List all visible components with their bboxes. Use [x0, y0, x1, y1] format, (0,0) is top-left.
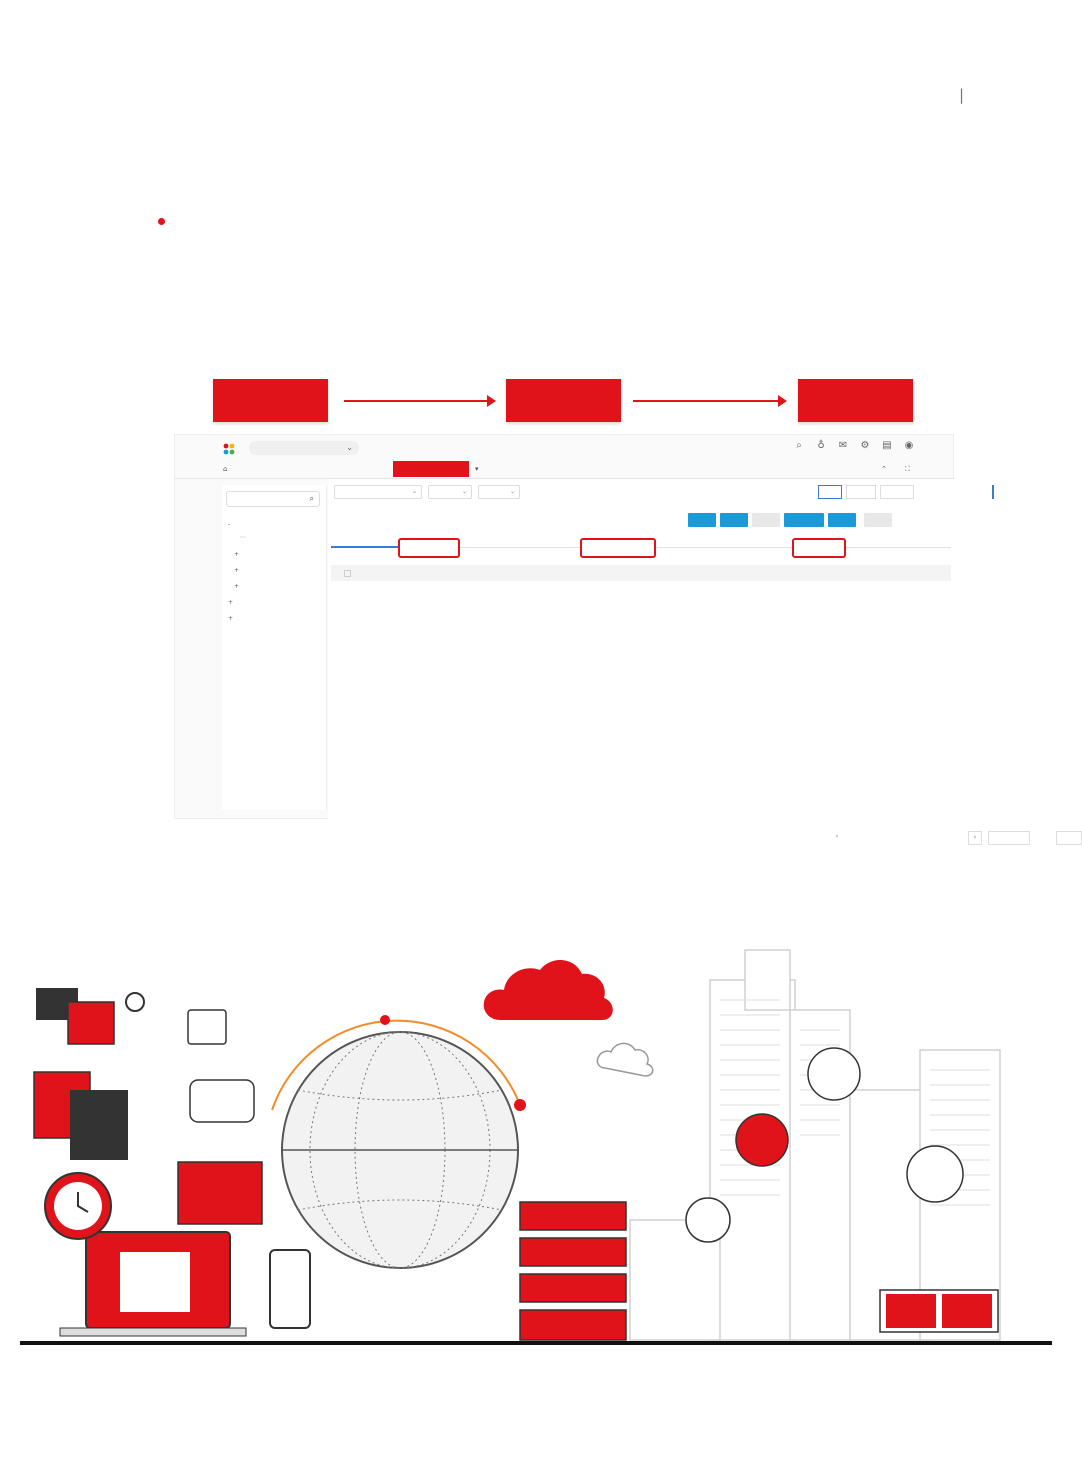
calendar-icon[interactable]: ▤	[882, 440, 892, 451]
page-size-select[interactable]	[988, 831, 1030, 845]
tree-item-other-accounting[interactable]: +	[234, 583, 240, 590]
clock-icon	[45, 1173, 111, 1239]
top-icons	[793, 440, 915, 451]
collapse-icon[interactable]: ⌃	[881, 465, 887, 473]
filter-with-attachment[interactable]	[846, 485, 876, 499]
archive-main	[328, 479, 977, 841]
company-select[interactable]	[249, 441, 359, 455]
prev-page-icon[interactable]: ‹	[835, 833, 839, 840]
delete-button[interactable]	[864, 513, 892, 527]
fintech-illustration	[0, 940, 1080, 1360]
stage-tab-packed[interactable]	[580, 538, 656, 558]
avatar[interactable]: ◉	[904, 440, 914, 451]
fullscreen-icon[interactable]: ⛶	[905, 465, 910, 473]
extract-button[interactable]	[784, 513, 824, 527]
speech-bubble-icon	[808, 1048, 860, 1100]
select-all-checkbox[interactable]	[344, 570, 351, 577]
home-icon[interactable]: ⌂	[223, 465, 228, 473]
flow-arrow-2	[633, 400, 785, 402]
page-jump-input[interactable]	[1056, 831, 1082, 845]
briefcase-icon	[190, 1080, 254, 1122]
chevron-down-icon: ⌄	[509, 488, 515, 495]
app-topbar	[175, 435, 955, 457]
tree-item-reports[interactable]: +	[234, 567, 240, 574]
archive-button[interactable]	[720, 513, 748, 527]
add-button[interactable]	[688, 513, 716, 527]
archive-tree-sidebar	[222, 485, 327, 810]
tree-search-input[interactable]	[226, 491, 320, 507]
flow-arrow-1	[344, 400, 494, 402]
circle-deco	[126, 993, 144, 1011]
tree-item-vouchers[interactable]	[240, 536, 246, 538]
section-title	[158, 213, 177, 233]
cabinet-icon	[880, 1290, 998, 1332]
running-header	[947, 86, 976, 104]
stage-tab-pending[interactable]	[398, 538, 460, 558]
globe-icon	[272, 1015, 526, 1268]
package-button[interactable]	[828, 513, 856, 527]
tree-item-other-archive[interactable]: +	[228, 599, 234, 606]
mail-bubble-icon	[736, 1114, 788, 1166]
cloud-icon	[484, 960, 613, 1020]
chat-bubble-icon	[178, 1162, 262, 1224]
flow-step-archived	[798, 379, 913, 422]
chart-bubble-icon	[907, 1146, 963, 1202]
chevron-down-icon: ⌄	[411, 488, 417, 495]
archive-screenshot	[174, 434, 977, 841]
bullet-icon	[158, 218, 165, 225]
tree-item-ledgers[interactable]: +	[234, 551, 240, 558]
tab-more-icon[interactable]: ▾	[475, 465, 479, 473]
message-icon[interactable]: ✉	[838, 440, 848, 451]
search-icon: ⌕	[309, 494, 314, 503]
recycle-button[interactable]	[752, 513, 780, 527]
filter-without-attachment[interactable]	[880, 485, 914, 499]
envelope-red-icon	[68, 1002, 114, 1044]
stage-tab-archived[interactable]	[792, 538, 846, 558]
cloud-outline-icon	[597, 1043, 652, 1076]
table-header	[331, 565, 951, 581]
server-stack-icon	[520, 1202, 626, 1340]
chevron-down-icon: ⌄	[346, 443, 353, 452]
month-filter[interactable]	[478, 485, 520, 499]
app-tabbar	[175, 457, 955, 479]
tree-item-budget[interactable]: +	[228, 615, 234, 622]
flow-step-organize	[213, 379, 328, 422]
search-icon[interactable]: ⌕	[796, 440, 802, 451]
document-icon	[70, 1090, 128, 1160]
bell-icon[interactable]: ♁	[817, 440, 825, 451]
ground-line	[20, 1341, 1052, 1345]
flow-step-pending	[506, 379, 621, 422]
chevron-down-icon: ⌄	[461, 488, 467, 495]
phone-icon	[270, 1250, 310, 1328]
laptop-icon	[60, 1232, 246, 1336]
tab-archive[interactable]	[393, 461, 469, 477]
next-page-icon[interactable]: ›	[968, 831, 982, 845]
tree-item-accounting-archive[interactable]: -	[228, 521, 231, 528]
app-logo-icon	[223, 443, 235, 455]
filter-all[interactable]	[818, 485, 842, 499]
org-filter[interactable]	[334, 485, 422, 499]
header-separator: |	[958, 86, 964, 104]
share-icon	[686, 1198, 730, 1242]
note-bubble-icon	[188, 1010, 226, 1044]
year-filter[interactable]	[428, 485, 472, 499]
settings-icon[interactable]: ⚙	[860, 440, 870, 451]
